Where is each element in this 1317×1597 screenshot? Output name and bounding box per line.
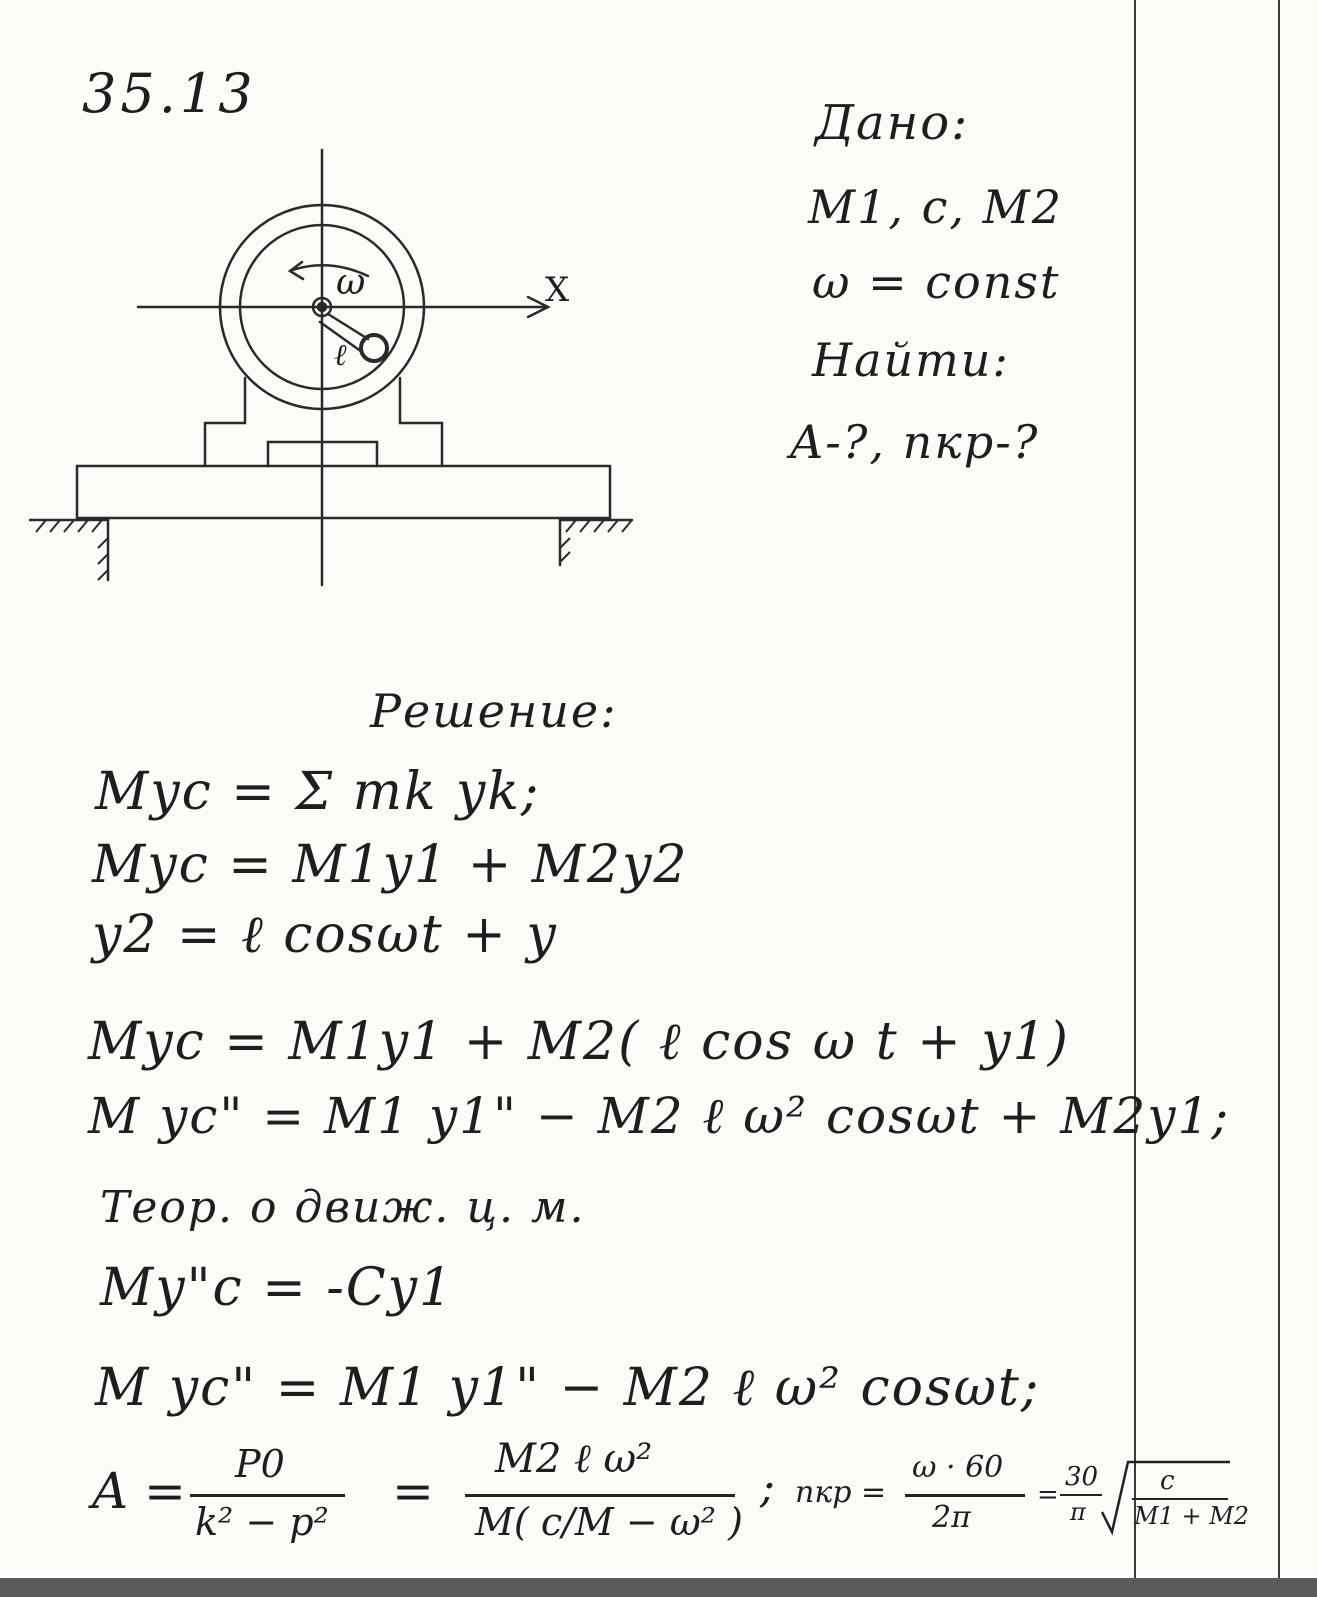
x-axis-label: X <box>545 270 572 310</box>
arm-length-label: ℓ <box>334 338 349 373</box>
equation-5: M yc" = M1 y1" − M2 ℓ ω² cosωt + M2y1; <box>88 1087 1231 1145</box>
find-line-1: A-?, nкр-? <box>790 415 1040 469</box>
equation-1: Myc = Σ mk yk; <box>95 762 541 822</box>
fraction-3-denominator: 2π <box>932 1500 971 1535</box>
problem-number: 35.13 <box>82 62 257 125</box>
fraction-4-numerator: 30 <box>1065 1462 1099 1492</box>
equals-sign-2: = <box>1037 1480 1059 1510</box>
equation-6: My"c = -Cy1 <box>100 1258 455 1318</box>
critical-speed-label: nкр = <box>795 1475 887 1510</box>
fraction-1-numerator: P0 <box>235 1442 285 1486</box>
equals-sign-1: = <box>392 1462 434 1520</box>
theorem-note: Теор. о движ. ц. м. <box>100 1182 586 1233</box>
fraction-2-numerator: M2 ℓ ω² <box>495 1436 653 1482</box>
sqrt-fraction-bar <box>1132 1498 1228 1500</box>
fraction-2-denominator: M( c/M − ω² ) <box>475 1500 743 1544</box>
equation-3: y2 = ℓ cosωt + y <box>92 905 558 965</box>
separator: ; <box>760 1462 775 1513</box>
equation-7: M yc" = M1 y1" − M2 ℓ ω² cosωt; <box>95 1358 1041 1418</box>
solution-title: Решение: <box>370 684 618 738</box>
fraction-4-denominator: π <box>1070 1498 1086 1526</box>
find-title: Найти: <box>812 333 1010 387</box>
fraction-3-numerator: ω · 60 <box>912 1450 1004 1485</box>
given-line-1: M1, c, M2 <box>808 180 1063 234</box>
sqrt-numerator: c <box>1160 1466 1175 1496</box>
equation-2: Myc = M1y1 + M2y2 <box>92 835 689 895</box>
given-line-2: ω = const <box>812 255 1061 309</box>
amplitude-label: A = <box>92 1462 186 1520</box>
sqrt-denominator: M1 + M2 <box>1134 1502 1250 1530</box>
given-title: Дано: <box>815 95 970 151</box>
omega-label: ω <box>336 262 368 303</box>
equation-4: Myc = M1y1 + M2( ℓ cos ω t + y1) <box>88 1012 1070 1072</box>
fraction-1-denominator: k² − p² <box>195 1500 329 1544</box>
